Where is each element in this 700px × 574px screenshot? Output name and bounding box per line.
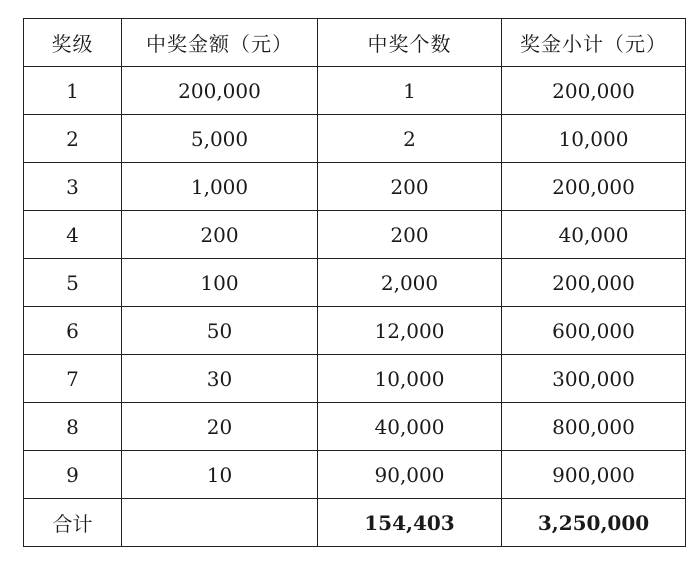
table-row [24, 115, 686, 163]
cell-prize-level: 4 [24, 211, 122, 259]
header-prize-subtotal: 奖金小计（元） [502, 19, 686, 67]
cell-winner-count: 2,000 [318, 259, 502, 307]
cell-prize-amount: 200 [122, 211, 318, 259]
cell-prize-amount: 50 [122, 307, 318, 355]
cell-prize-subtotal: 300,000 [502, 355, 686, 403]
table-header-row [24, 19, 686, 67]
cell-prize-level: 9 [24, 451, 122, 499]
total-winner-count: 154,403 [318, 499, 502, 547]
total-amount-cell [122, 499, 318, 547]
cell-prize-level: 8 [24, 403, 122, 451]
header-winner-count: 中奖个数 [318, 19, 502, 67]
cell-prize-amount: 100 [122, 259, 318, 307]
table-row [24, 307, 686, 355]
cell-prize-subtotal: 900,000 [502, 451, 686, 499]
header-prize-amount: 中奖金额（元） [122, 19, 318, 67]
cell-winner-count: 12,000 [318, 307, 502, 355]
cell-prize-level: 2 [24, 115, 122, 163]
table-row [24, 451, 686, 499]
cell-winner-count: 200 [318, 163, 502, 211]
cell-prize-level: 7 [24, 355, 122, 403]
table-row [24, 259, 686, 307]
table-row [24, 403, 686, 451]
cell-winner-count: 2 [318, 115, 502, 163]
cell-prize-subtotal: 10,000 [502, 115, 686, 163]
cell-winner-count: 1 [318, 67, 502, 115]
total-prize-subtotal: 3,250,000 [502, 499, 686, 547]
cell-prize-amount: 1,000 [122, 163, 318, 211]
prize-table [23, 18, 686, 547]
cell-winner-count: 40,000 [318, 403, 502, 451]
cell-prize-level: 6 [24, 307, 122, 355]
table-row [24, 163, 686, 211]
cell-prize-level: 1 [24, 67, 122, 115]
cell-winner-count: 200 [318, 211, 502, 259]
cell-prize-subtotal: 200,000 [502, 67, 686, 115]
cell-prize-subtotal: 600,000 [502, 307, 686, 355]
table-row [24, 211, 686, 259]
cell-prize-amount: 5,000 [122, 115, 318, 163]
cell-prize-amount: 20 [122, 403, 318, 451]
cell-prize-amount: 10 [122, 451, 318, 499]
total-label: 合计 [24, 499, 122, 547]
table-row [24, 67, 686, 115]
cell-prize-amount: 30 [122, 355, 318, 403]
cell-winner-count: 10,000 [318, 355, 502, 403]
cell-prize-amount: 200,000 [122, 67, 318, 115]
cell-prize-level: 5 [24, 259, 122, 307]
cell-prize-subtotal: 40,000 [502, 211, 686, 259]
cell-prize-subtotal: 200,000 [502, 163, 686, 211]
cell-prize-subtotal: 800,000 [502, 403, 686, 451]
cell-prize-subtotal: 200,000 [502, 259, 686, 307]
cell-winner-count: 90,000 [318, 451, 502, 499]
total-row [24, 499, 686, 547]
table-row [24, 355, 686, 403]
header-prize-level: 奖级 [24, 19, 122, 67]
cell-prize-level: 3 [24, 163, 122, 211]
